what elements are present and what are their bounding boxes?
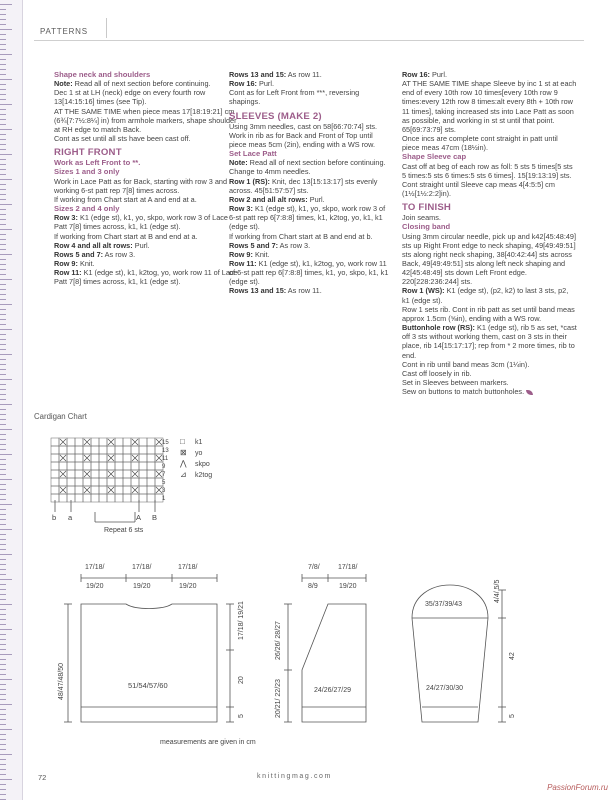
row-number: 3 — [162, 488, 166, 494]
row-number: 15 — [162, 440, 169, 446]
legend-symbol: ⋀ — [180, 459, 187, 468]
chart-cell — [123, 478, 131, 486]
chart-cell — [91, 462, 99, 470]
sleeve-width: 24/27/30/30 — [426, 685, 463, 692]
chart-cell — [115, 494, 123, 502]
chart-symbol — [108, 487, 114, 493]
chart-cell — [59, 494, 67, 502]
chart-cell — [123, 494, 131, 502]
chart-symbol — [84, 471, 90, 477]
marker-b: b — [52, 513, 57, 522]
rf-para: If working from Chart start at B and end at a. — [54, 231, 198, 241]
chart-cell — [99, 494, 107, 502]
chart-cell — [67, 486, 75, 494]
sleeve-length: 42 — [509, 652, 516, 660]
chart-cell — [75, 470, 83, 478]
chart-symbol — [60, 487, 66, 493]
body-rib: 5 — [238, 714, 245, 718]
body-dim: 19/20 — [86, 583, 104, 590]
body-dim: 17/18/ — [178, 564, 198, 571]
chart-cell — [147, 454, 155, 462]
front-dim: 8/9 — [308, 583, 318, 590]
chart-cell — [91, 438, 99, 446]
sl-row: Rows 5 and 7: As row 3. — [229, 240, 311, 250]
chart-symbol — [108, 471, 114, 477]
chart-cell — [75, 494, 83, 502]
row-number: 13 — [162, 448, 169, 454]
body-height: 48/47/48/50 — [58, 663, 65, 700]
neck-para: Dec 1 st at LH (neck) edge on every fourth row 13[14:15:16] times (see Tip). — [54, 88, 206, 107]
chart-cell — [51, 462, 59, 470]
chart-cell — [51, 478, 59, 486]
legend-symbol: ⊿ — [180, 470, 187, 479]
chart-cell — [83, 478, 91, 486]
sl-row: Rows 13 and 15: As row 11. — [229, 70, 322, 79]
body-dim: 19/20 — [133, 583, 151, 590]
chart-cell — [75, 486, 83, 494]
sleeves-heading: SLEEVES (MAKE 2) — [229, 110, 322, 122]
chart-symbol — [84, 439, 90, 445]
chart-cell — [123, 470, 131, 478]
set-lace-heading: Set Lace Patt — [229, 149, 277, 159]
chart-cell — [115, 462, 123, 470]
chart-cell — [107, 478, 115, 486]
chart-cell — [123, 454, 131, 462]
chart-cell — [115, 438, 123, 446]
to-finish-heading: TO FINISH — [402, 202, 452, 214]
chart-cell — [115, 478, 123, 486]
sl-row: Row 11: K1 (edge st), k1, k2tog, yo, work row 11 of 6-st patt rep 6[7:8:8] times, k1, yo, skpo, k1, k1 (edge st). — [229, 258, 389, 287]
chart-symbol — [84, 487, 90, 493]
chart-symbol — [60, 439, 66, 445]
chart-cell — [147, 470, 155, 478]
chart-cell — [75, 454, 83, 462]
fin-para: Once incs are complete cont straight in patt until piece meas 47cm (18½in). — [402, 134, 558, 153]
chart-title: Cardigan Chart — [34, 412, 87, 421]
row-number: 9 — [162, 464, 166, 470]
chart-cell — [75, 478, 83, 486]
neck-para: Cont as set until all sts have been cast off. — [54, 134, 191, 144]
front-dim: 19/20 — [339, 583, 357, 590]
chart-cell — [51, 446, 59, 454]
chart-cell — [91, 494, 99, 502]
front-dim: 17/18/ — [338, 564, 358, 571]
fin-para: Cast off loosely in rib. — [402, 368, 472, 378]
rf-intro: Work as Left Front to **. — [54, 158, 141, 168]
sl-row: Rows 13 and 15: As row 11. — [229, 286, 322, 296]
rf-row: Rows 5 and 7: As row 3. — [54, 249, 136, 259]
chart-cell — [67, 446, 75, 454]
chart-cell — [67, 438, 75, 446]
chart-cell — [147, 486, 155, 494]
sizes-2-4: Sizes 2 and 4 only — [54, 204, 120, 214]
legend-label: k1 — [195, 439, 203, 446]
chart-cell — [115, 486, 123, 494]
chart-cell — [99, 438, 107, 446]
sl-para: If working from Chart start at B and end at b. — [229, 231, 373, 241]
sl-row: Row 3: K1 (edge st), k1, yo, skpo, work row 3 of 6-st patt rep 6[7:8:8] times, k1, k2tog, yo, k1, k1 (edge st). — [229, 204, 386, 232]
front-schematic — [284, 574, 366, 722]
rf-para: Work in Lace Patt as for Back, starting with row 3 and working 6-st patt rep 7[8] times across. — [54, 176, 228, 195]
legend-label: k2tog — [195, 472, 213, 479]
chart-cell — [75, 438, 83, 446]
legend-label: skpo — [195, 461, 210, 468]
chart-cell — [67, 454, 75, 462]
chart-cell — [51, 470, 59, 478]
sleeve-cap: 4/4/ 5/5 — [494, 579, 501, 603]
sl-row: Row 2 and all alt rows: Purl. — [229, 194, 325, 204]
legend-symbol: □ — [180, 437, 185, 446]
sleeve-top: 35/37/39/43 — [425, 601, 462, 608]
chart-cell — [99, 470, 107, 478]
rf-row: Row 11: K1 (edge st), k1, k2tog, yo, work row 11 of Lace Patt 7[8] times across, k1, k1 (edge st). — [54, 268, 238, 287]
chart-cell — [99, 446, 107, 454]
sl-para: Cont as for Left Front from ***, reversing shapings. — [229, 88, 360, 107]
sl-row: Row 9: Knit. — [229, 249, 270, 259]
body-width: 51/54/57/60 — [128, 681, 168, 690]
chart-legend — [179, 437, 212, 479]
row-number: 11 — [162, 456, 169, 462]
fin-para: Join seams. — [402, 213, 441, 223]
chart-cell — [51, 486, 59, 494]
chart-cell — [75, 462, 83, 470]
chart-cell — [147, 462, 155, 470]
chart-cell — [91, 470, 99, 478]
chart-cell — [123, 462, 131, 470]
row-number: 7 — [162, 472, 166, 478]
chart-cell — [75, 446, 83, 454]
fin-para: Row 1 sets rib. Cont in rib patt as set until band meas approx 1.5cm (⅝in), ending with a WS row. — [402, 304, 575, 323]
sl-note: Note: Read all of next section before continuing. — [229, 158, 386, 168]
fin-para: Cont in rib until band meas 3cm (1¼in). — [402, 359, 530, 369]
chart-cell — [123, 486, 131, 494]
chart-cell — [99, 462, 107, 470]
chart-cell — [83, 446, 91, 454]
chart-cell — [99, 478, 107, 486]
chart-cell — [51, 454, 59, 462]
chart-symbol — [132, 471, 138, 477]
chart-cell — [147, 478, 155, 486]
row-number: 1 — [162, 496, 166, 502]
chart-cell — [107, 446, 115, 454]
chart-cell — [67, 470, 75, 478]
chart-symbol — [132, 455, 138, 461]
chart-grid — [51, 438, 163, 502]
front-lower: 20/21/ 22/23 — [275, 679, 282, 718]
body-dim: 17/18/ — [85, 564, 105, 571]
front-dim: 7/8/ — [308, 564, 320, 571]
front-neck: 26/26/ 28/27 — [275, 621, 282, 660]
fin-row: Row 1 (WS): K1 (edge st), (p2, k2) to last 3 sts, p2, k1 (edge st). — [402, 286, 569, 305]
chart-cell — [91, 486, 99, 494]
fin-para: Set in Sleeves between markers. — [402, 378, 509, 387]
watermark: PassionForum.ru — [547, 783, 608, 792]
chart-cell — [139, 454, 147, 462]
body-armhole: 17/18/ 19/21 — [238, 601, 245, 640]
chart-cell — [131, 494, 139, 502]
chart-cell — [99, 454, 107, 462]
sleeve-rib: 5 — [509, 714, 516, 718]
fin-para: Sew on buttons to match buttonholes. — [402, 387, 577, 396]
chart-cell — [131, 446, 139, 454]
chart-cell — [123, 446, 131, 454]
chart-cell — [59, 462, 67, 470]
legend-label: yo — [195, 450, 203, 457]
chart-cell — [139, 462, 147, 470]
chart-cell — [147, 438, 155, 446]
chart-cell — [107, 494, 115, 502]
chart-symbol — [132, 487, 138, 493]
rf-row: Row 3: K1 (edge st), k1, yo, skpo, work row 3 of Lace Patt 7[8] times across, k1, k1 (edge st). — [54, 213, 228, 232]
front-width: 24/26/27/29 — [314, 687, 351, 694]
marker-a: a — [68, 513, 73, 522]
chart-symbol — [108, 455, 114, 461]
chart-cell — [67, 478, 75, 486]
chart-cell — [139, 486, 147, 494]
chart-cell — [59, 478, 67, 486]
chart-cell — [147, 494, 155, 502]
neck-para: AT THE SAME TIME when piece meas 17[18:19:21] cm (6¾[7:7½:8¼] in) from armhole markers, shape shoulder at RH edge to match Back. — [54, 106, 237, 134]
chart-cell — [139, 494, 147, 502]
measurement-note: measurements are given in cm — [160, 739, 256, 746]
neck-heading: Shape neck and shoulders — [54, 70, 151, 79]
sl-para: Work in rib as for Back and Front of Top until piece meas 5cm (2in), ending with a WS row. — [229, 130, 375, 149]
sizes-1-3: Sizes 1 and 3 only — [54, 167, 120, 177]
sl-row: Row 16: Purl. — [229, 79, 275, 89]
chart-symbol — [60, 471, 66, 477]
section-label: PATTERNS — [40, 27, 88, 36]
chart-cell — [51, 438, 59, 446]
chart-cell — [139, 470, 147, 478]
chart-cell — [59, 446, 67, 454]
fin-para: Cast off at beg of each row as foll: 5 sts 5 times[5 sts 5 times:5 sts 6 times:5 sts 6 times]. 15[19:13:19] sts. — [402, 161, 573, 180]
chart-cell — [131, 478, 139, 486]
fin-row: Row 16: Purl. — [402, 70, 448, 79]
right-front-heading: RIGHT FRONT — [54, 147, 122, 159]
chart-cell — [115, 470, 123, 478]
site-name: knittingmag.com — [257, 773, 332, 780]
chart-cell — [139, 446, 147, 454]
chart-cell — [91, 446, 99, 454]
body-dim: 19/20 — [179, 583, 197, 590]
legend-symbol: ⊠ — [180, 448, 187, 457]
chart-cell — [91, 454, 99, 462]
chart-cell — [91, 478, 99, 486]
chart-symbol — [132, 439, 138, 445]
chart-cell — [83, 494, 91, 502]
rf-para: If working from Chart start at A and end at a. — [54, 194, 197, 204]
row-number: 5 — [162, 480, 166, 486]
rf-row: Row 4 and all alt rows: Purl. — [54, 240, 150, 250]
chart-cell — [107, 462, 115, 470]
fin-para: Using 3mm circular needle, pick up and k42[45:48:49] sts up Right Front edge to neck shaping, 49[49:49:51] sts along right neck shaping, 38[40:42:44] sts across Back, 49[49:49:51] sts along left neck shaping and 42[45:48:49] sts down Left Front edge. 220[228:236:244] sts. — [402, 231, 577, 287]
fin-para: Cont straight until Sleeve cap meas 4[4:5:5] cm (1½[1½:2:2]in). — [402, 179, 555, 199]
chart-symbol — [60, 455, 66, 461]
sleeve-cap-heading: Shape Sleeve cap — [402, 152, 467, 162]
chart-cell — [147, 446, 155, 454]
chart-symbol — [84, 455, 90, 461]
body-lower: 20 — [238, 676, 245, 684]
closing-band-heading: Closing band — [402, 222, 451, 232]
repeat-label: Repeat 6 sts — [104, 527, 144, 534]
sl-row: Row 1 (RS): Knit, dec 13[15:13:17] sts evenly across. 45[51:57:57] sts. — [229, 176, 378, 195]
chart-cell — [131, 462, 139, 470]
neck-note: Note: Read all of next section before continuing. — [54, 79, 211, 89]
sl-para: Using 3mm needles, cast on 58[66:70:74] sts. — [229, 121, 378, 131]
fin-para: AT THE SAME TIME shape Sleeve by inc 1 st at each end of every 10th row 10 times[every 10th row 9 times:every 12th row 8 times:alt every 8th + 10th row 11 times], taking increased sts into Lace Patt as soon as possible, and working in st st until that point. 65[69:73:79] sts. — [402, 79, 577, 134]
chart-cell — [139, 478, 147, 486]
chart-cell — [139, 438, 147, 446]
chart-symbol — [108, 439, 114, 445]
rf-row: Row 9: Knit. — [54, 258, 95, 268]
chart-cell — [83, 462, 91, 470]
fin-row: Buttonhole row (RS): K1 (edge st), rib 5 as set, *cast off 3 sts without working them, cast on 3 sts in their place, rib 14[15:17:17]; rep from * 2 more times, rib to end. — [402, 323, 577, 360]
chart-cell — [115, 446, 123, 454]
chart-cell — [123, 438, 131, 446]
marker-A: A — [136, 513, 142, 522]
body-schematic — [64, 574, 234, 722]
chart-cell — [67, 462, 75, 470]
page-number: 72 — [38, 773, 47, 782]
chart-cell — [99, 486, 107, 494]
sl-para: Change to 4mm needles. — [229, 167, 311, 177]
chart-cell — [115, 454, 123, 462]
body-dim: 17/18/ — [132, 564, 152, 571]
marker-B: B — [152, 513, 158, 522]
